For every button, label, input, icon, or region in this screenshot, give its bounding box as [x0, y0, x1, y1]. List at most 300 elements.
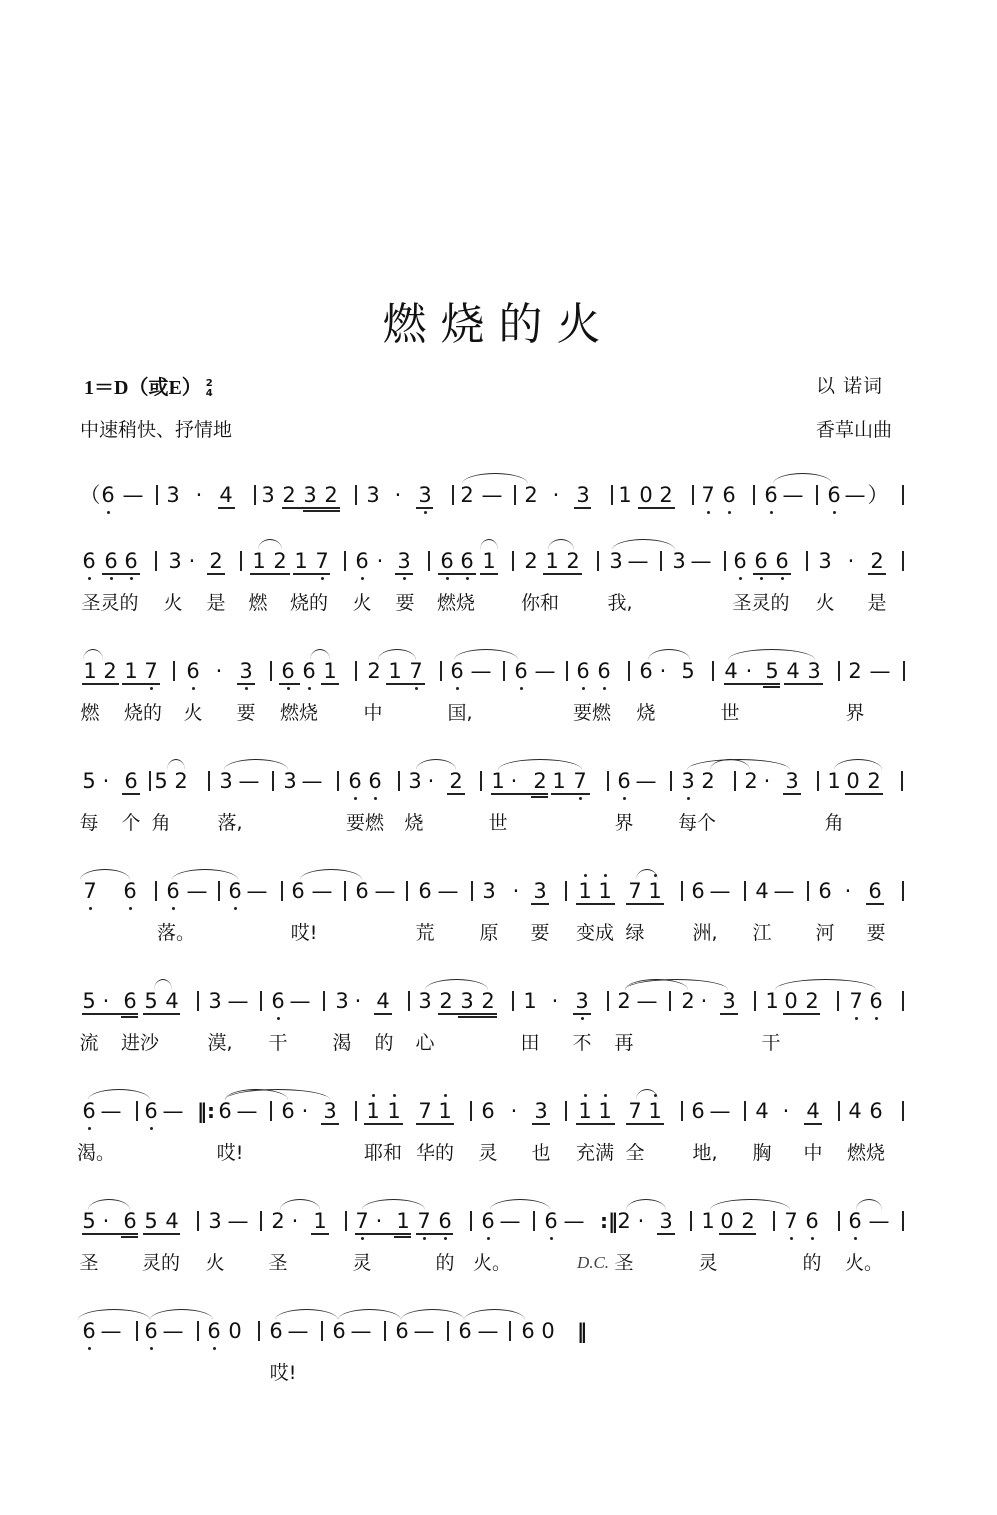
lyric: 是	[867, 592, 887, 614]
note: —	[238, 769, 260, 793]
lyric: 要	[530, 922, 550, 944]
lyric: 是	[206, 592, 226, 614]
lyric: 全	[625, 1142, 645, 1164]
slur	[710, 1199, 790, 1210]
lyric: 哎!	[216, 1142, 244, 1164]
note: 3	[219, 769, 233, 793]
barline	[902, 991, 904, 1011]
lyric: 界	[845, 702, 865, 724]
repeat-sign: :‖	[600, 1209, 618, 1233]
note: 6	[207, 1319, 221, 1343]
barline	[173, 661, 175, 681]
lyric: 再	[614, 1032, 634, 1054]
barline	[806, 551, 808, 571]
note: ·	[745, 659, 753, 683]
low-octave-dot	[854, 1237, 857, 1240]
high-octave-dot	[372, 1094, 375, 1097]
slur	[401, 1309, 464, 1320]
note: 6	[514, 659, 528, 683]
beam-underline	[574, 507, 591, 509]
note: 1	[701, 1209, 715, 1233]
note: 1	[552, 769, 566, 793]
low-octave-dot	[770, 511, 773, 514]
note: 6	[269, 1319, 283, 1343]
note: 3	[576, 483, 590, 507]
lyric: 烧的	[289, 592, 329, 614]
note: 5	[154, 769, 168, 793]
barline	[470, 1101, 472, 1121]
note: 4	[376, 989, 390, 1013]
lyric: 灵的	[141, 1252, 181, 1274]
note: —	[627, 549, 649, 573]
note: —	[844, 483, 866, 507]
slur	[773, 473, 832, 484]
note: ·	[188, 549, 196, 573]
barline	[345, 1211, 347, 1231]
low-octave-dot	[129, 907, 132, 910]
barline	[440, 661, 442, 681]
note: ·	[354, 989, 362, 1013]
note: 3	[323, 1099, 337, 1123]
barline	[837, 991, 839, 1011]
lyric: 国,	[447, 702, 473, 724]
barline	[208, 771, 210, 791]
beam-underline	[395, 573, 413, 575]
lyric: 渴	[332, 1032, 352, 1054]
note: 7	[315, 549, 329, 573]
note: 6	[754, 549, 768, 573]
lyric: 进沙	[120, 1032, 160, 1054]
lyric: 圣灵的	[81, 592, 139, 614]
slur	[172, 869, 238, 880]
lyric: 洲,	[692, 922, 718, 944]
lyric: 不	[572, 1032, 592, 1054]
note: —	[869, 659, 891, 683]
lyric: 地,	[692, 1142, 718, 1164]
note: —	[413, 1319, 435, 1343]
barline	[344, 881, 346, 901]
note: —	[709, 1099, 731, 1123]
barline	[452, 485, 454, 505]
lyric: 灵	[352, 1252, 372, 1274]
low-octave-dot	[287, 687, 290, 690]
note: ·	[510, 769, 518, 793]
note: 6	[733, 549, 747, 573]
time-signature	[206, 379, 213, 399]
slur	[626, 1199, 666, 1210]
lyric: 渴。	[76, 1142, 116, 1164]
lyric: 胸	[752, 1142, 772, 1164]
lyric: 角	[824, 812, 844, 834]
note: 7	[418, 1099, 432, 1123]
lyric: 火	[163, 592, 183, 614]
beam-underline	[438, 1013, 497, 1015]
note: 2	[439, 989, 453, 1013]
note: 2	[209, 549, 223, 573]
note: 2	[617, 989, 631, 1013]
slur	[636, 1089, 658, 1100]
note: 1	[323, 659, 337, 683]
beam-underline	[82, 683, 119, 685]
note: ·	[512, 879, 520, 903]
barline	[398, 771, 400, 791]
barline	[355, 661, 357, 681]
score-line	[0, 879, 997, 979]
note: 6	[521, 1319, 535, 1343]
lyric: 耶和	[363, 1142, 403, 1164]
note: 6	[481, 1209, 495, 1233]
barline	[197, 1211, 199, 1231]
da-capo-marking: D.C.	[576, 1253, 610, 1272]
lyric: 火。	[844, 1252, 884, 1274]
barline	[670, 771, 672, 791]
note: 1	[648, 879, 662, 903]
barline	[344, 551, 346, 571]
low-octave-dot	[582, 687, 585, 690]
note: —	[499, 1209, 521, 1233]
note: 2	[701, 769, 715, 793]
low-octave-dot	[444, 1237, 447, 1240]
beam-underline	[143, 1013, 180, 1015]
note: —	[773, 879, 795, 903]
low-octave-dot	[89, 907, 92, 910]
high-octave-dot	[604, 874, 607, 877]
note: 2	[524, 549, 538, 573]
note: —	[477, 1319, 499, 1343]
note: 1	[438, 1099, 452, 1123]
barline	[754, 991, 756, 1011]
repeat-sign: ‖:	[197, 1099, 215, 1123]
slur	[416, 759, 456, 770]
barline	[509, 1321, 511, 1341]
low-octave-dot	[110, 577, 113, 580]
note: 6	[144, 1319, 158, 1343]
barline	[321, 1321, 323, 1341]
note: 1	[482, 549, 496, 573]
barline	[272, 771, 274, 791]
note: 6	[775, 549, 789, 573]
barline	[471, 881, 473, 901]
note: 2	[867, 769, 881, 793]
beam-underline	[720, 1013, 738, 1015]
barline	[197, 991, 199, 1011]
note: —	[690, 549, 712, 573]
slur	[224, 759, 288, 770]
beam-underline	[282, 507, 340, 509]
slur	[78, 1309, 150, 1320]
note: 4	[165, 989, 179, 1013]
slur	[498, 759, 582, 770]
slur	[856, 1199, 882, 1210]
note: 3	[168, 549, 182, 573]
barline	[281, 881, 283, 901]
note: 2	[449, 769, 463, 793]
note: 1	[294, 549, 308, 573]
barline	[197, 1321, 199, 1341]
low-octave-dot	[579, 797, 582, 800]
note: 6	[722, 483, 736, 507]
low-octave-dot	[781, 577, 784, 580]
barline	[384, 1321, 386, 1341]
beam-underline	[355, 1233, 411, 1235]
note: 3	[609, 549, 623, 573]
low-octave-dot	[707, 511, 710, 514]
note: 1	[523, 989, 537, 1013]
note: 6	[82, 1319, 96, 1343]
note: —	[709, 879, 731, 903]
lyric: 每个	[677, 812, 717, 834]
note: —	[162, 1099, 184, 1123]
beam-underline	[657, 1233, 675, 1235]
score-line	[0, 549, 997, 649]
note: 3	[397, 549, 411, 573]
note: 0	[784, 989, 798, 1013]
note: 7	[784, 1209, 798, 1233]
lyric: 火。	[472, 1252, 512, 1274]
note: —	[227, 989, 249, 1013]
note: —	[374, 879, 396, 903]
note: 6	[481, 1099, 495, 1123]
beam-underline	[458, 1016, 497, 1018]
beam-underline	[374, 1013, 392, 1015]
low-octave-dot	[245, 687, 248, 690]
lyric: 田	[520, 1032, 540, 1054]
note: 2	[273, 549, 287, 573]
barline	[480, 771, 482, 791]
note: （	[79, 483, 101, 507]
barline	[270, 661, 272, 681]
beam-underline	[143, 1233, 180, 1235]
note: —	[636, 989, 658, 1013]
note: 2	[524, 483, 538, 507]
note: 6	[764, 483, 778, 507]
beam-underline	[102, 573, 140, 575]
note: 7	[628, 1099, 642, 1123]
lyric: 灵	[698, 1252, 718, 1274]
beam-underline	[753, 573, 791, 575]
note: 2	[282, 483, 296, 507]
note: 6	[186, 659, 200, 683]
lyric: 要	[866, 922, 886, 944]
low-octave-dot	[415, 687, 418, 690]
lyric: 原	[479, 922, 499, 944]
low-octave-dot	[150, 687, 153, 690]
barline	[270, 1101, 272, 1121]
note: 6	[691, 879, 705, 903]
beam-underline	[303, 510, 340, 512]
low-octave-dot	[361, 1237, 364, 1240]
barline	[773, 1211, 775, 1231]
low-octave-dot	[603, 687, 606, 690]
note: 3	[534, 1099, 548, 1123]
note: 6	[355, 549, 369, 573]
beam-underline	[293, 573, 330, 575]
barline	[660, 551, 662, 571]
note: ·	[637, 1209, 645, 1233]
slur	[88, 1089, 150, 1100]
note: ·	[102, 769, 110, 793]
barline	[514, 485, 516, 505]
beam-underline	[250, 573, 290, 575]
note: 1	[124, 659, 138, 683]
barline	[355, 1101, 357, 1121]
beam-underline	[784, 683, 823, 685]
beam-underline	[447, 793, 465, 795]
note: —	[287, 1319, 309, 1343]
note: 7	[409, 659, 423, 683]
lyric: 圣	[614, 1252, 634, 1274]
barline	[503, 661, 505, 681]
note: 2	[659, 483, 673, 507]
slur	[775, 979, 876, 990]
lyric: 流	[79, 1032, 99, 1054]
note: 6	[818, 879, 832, 903]
note: 6	[458, 1319, 472, 1343]
high-octave-dot	[393, 1094, 396, 1097]
note: 6	[639, 659, 653, 683]
score-line	[0, 769, 997, 869]
note: —	[563, 1209, 585, 1233]
beam-underline	[122, 793, 140, 795]
barline	[470, 1211, 472, 1231]
note: —	[236, 1099, 258, 1123]
note: 1	[598, 879, 612, 903]
lyric: 中	[363, 702, 383, 724]
note: 1	[388, 659, 402, 683]
lyric: 火	[352, 592, 372, 614]
low-octave-dot	[321, 577, 324, 580]
barline	[155, 551, 157, 571]
lyric: 变成	[575, 922, 615, 944]
slur	[88, 1199, 130, 1210]
slur	[464, 1309, 525, 1320]
note: 1	[598, 1099, 612, 1123]
beam-underline	[638, 507, 675, 509]
note: 5	[144, 989, 158, 1013]
note: ·	[551, 989, 559, 1013]
note: ·	[195, 483, 203, 507]
lyric: 燃烧	[436, 592, 476, 614]
note: 0	[846, 769, 860, 793]
beam-underline	[218, 507, 235, 509]
note: 0	[541, 1319, 555, 1343]
low-octave-dot	[466, 577, 469, 580]
note: —	[100, 1099, 122, 1123]
note: 7	[573, 769, 587, 793]
note: 1	[252, 549, 266, 573]
low-octave-dot	[234, 907, 237, 910]
low-octave-dot	[150, 1347, 153, 1350]
note: 7	[83, 879, 97, 903]
lyric: 华的	[415, 1142, 455, 1164]
beam-underline	[416, 1233, 453, 1235]
lyric: 的	[435, 1252, 455, 1274]
note: 0	[228, 1319, 242, 1343]
barline	[512, 551, 514, 571]
lyric: 角	[151, 812, 171, 834]
beam-underline	[531, 903, 549, 905]
lyric: 火	[183, 702, 203, 724]
beam-underline	[626, 1123, 664, 1125]
lyric: 世	[720, 702, 740, 724]
note: ·	[700, 989, 708, 1013]
note: 6	[438, 1209, 452, 1233]
note: 2	[617, 1209, 631, 1233]
barline	[838, 1101, 840, 1121]
beam-underline	[763, 686, 780, 688]
note: 1	[366, 1099, 380, 1123]
note: 6	[597, 659, 611, 683]
barline	[753, 485, 755, 505]
beam-underline	[576, 1123, 615, 1125]
note: 1	[396, 1209, 410, 1233]
beam-underline	[783, 793, 801, 795]
note: ·	[376, 549, 384, 573]
note: ·	[782, 1099, 790, 1123]
note: 3	[575, 989, 589, 1013]
beam-underline	[783, 1013, 820, 1015]
low-octave-dot	[446, 577, 449, 580]
low-octave-dot	[623, 797, 626, 800]
note: 2	[367, 659, 381, 683]
note: ·	[844, 879, 852, 903]
low-octave-dot	[354, 797, 357, 800]
note: 6	[218, 1099, 232, 1123]
note: ·	[763, 769, 771, 793]
beam-underline	[724, 683, 780, 685]
note: 6	[869, 1099, 883, 1123]
lyric: 个	[121, 812, 141, 834]
note: 1	[578, 879, 592, 903]
low-octave-dot	[277, 1017, 280, 1020]
lyric: 燃烧	[846, 1142, 886, 1164]
lyric: 要燃	[572, 702, 612, 724]
note: 3	[460, 989, 474, 1013]
note: 6	[228, 879, 242, 903]
note: 5	[144, 1209, 158, 1233]
note: 3	[418, 989, 432, 1013]
note: 3	[533, 879, 547, 903]
slur	[338, 1309, 401, 1320]
beam-underline	[868, 573, 886, 575]
key-signature	[84, 371, 213, 400]
barline	[156, 485, 158, 505]
barline	[744, 881, 746, 901]
note: ）	[867, 483, 889, 507]
note: —	[470, 659, 492, 683]
note: 1	[827, 769, 841, 793]
slur	[462, 473, 528, 484]
note: 3	[785, 769, 799, 793]
slur	[167, 759, 185, 770]
note: 3	[722, 989, 736, 1013]
low-octave-dot	[374, 797, 377, 800]
low-octave-dot	[423, 1237, 426, 1240]
high-octave-dot	[604, 1094, 607, 1097]
note: —	[350, 1319, 372, 1343]
slur	[83, 649, 103, 660]
note: 6	[124, 549, 138, 573]
barline	[902, 881, 904, 901]
note: 6	[166, 879, 180, 903]
barline	[669, 991, 671, 1011]
lyricist-credit: 以 诺词	[816, 375, 884, 397]
beam-underline	[573, 1013, 591, 1015]
note: 4	[806, 1099, 820, 1123]
note: 2	[741, 1209, 755, 1233]
note: 6	[418, 879, 432, 903]
beam-underline	[866, 903, 884, 905]
